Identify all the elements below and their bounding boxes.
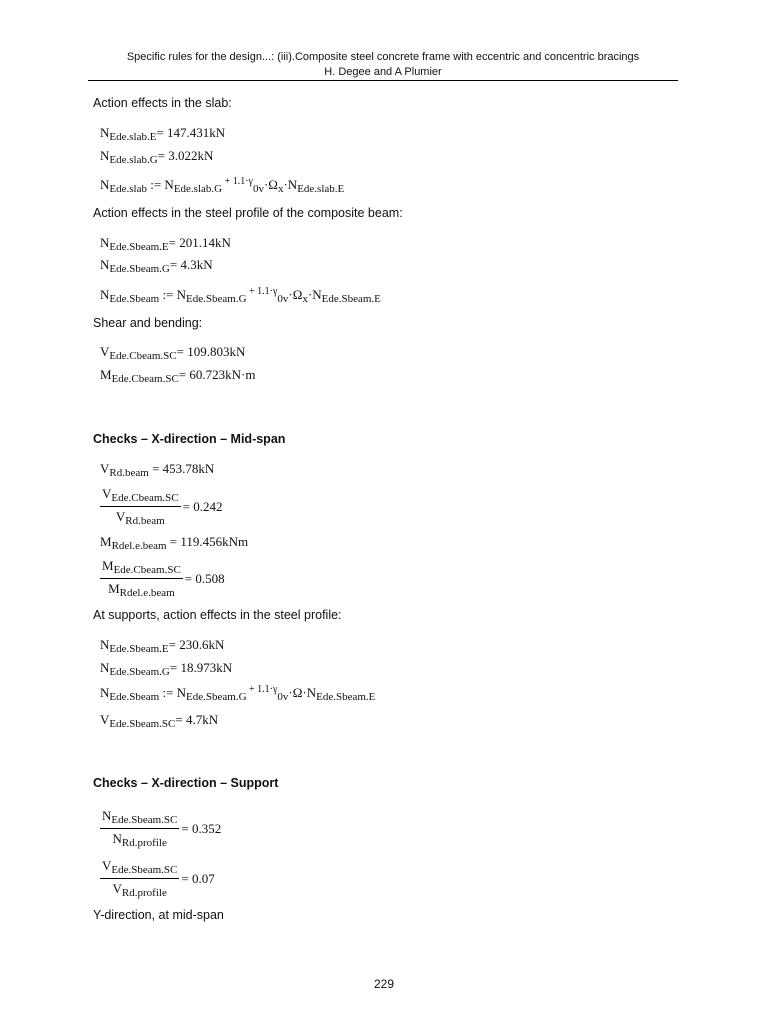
ratio-bending-midspan: $\frac{M_{Ede.Cbeam.SC}}{M_{Rdel.e.beam}}$ = 0.508 bbox=[102, 558, 225, 599]
page-header bbox=[88, 50, 678, 80]
eq-v-ede-cbeam-sc: $V_{Ede.Cbeam.SC}= 109.803kN$ bbox=[100, 344, 246, 362]
ratio-shear-midspan: $\frac{V_{Ede.Cbeam.SC}}{V_{Rd.beam}}$ = 0.242 bbox=[102, 486, 223, 527]
ratio-axial-support: $\frac{N_{Ede.Sbeam.SC}}{N_{Rd.profile}}$ = 0.352 bbox=[102, 808, 222, 849]
eq-n-ede-slab: $N_{Ede.slab}$ := $N_{Ede.slab.G}$ $^{+ 1.1\cdot\gamma}_{0v}\cdot\Omega_x\cdot N_{Ede.slab.E}$ bbox=[100, 176, 345, 195]
eq-n-ede-sbeam-e-support: $N_{Ede.Sbeam.E}= 230.6kN$ bbox=[100, 637, 225, 655]
eq-v-rd-beam: $V_{Rd.beam} = 453.78kN$ bbox=[100, 461, 215, 479]
slab-heading: Action effects in the slab: bbox=[93, 96, 232, 110]
supports-heading: At supports, action effects in the steel profile: bbox=[93, 608, 342, 622]
y-direction-heading: Y-direction, at mid-span bbox=[93, 908, 224, 922]
eq-n-ede-sbeam-support: $N_{Ede.Sbeam}$ := $N_{Ede.Sbeam.G}$ $^{+ 1.1\cdot\gamma}_{0v}\cdot\Omega\cdot N_{Ede.Sbeam.E}$ bbox=[100, 684, 376, 703]
steel-profile-heading: Action effects in the steel profile of the composite beam: bbox=[93, 206, 403, 220]
checks-midspan-heading: Checks – X-direction – Mid-span bbox=[93, 432, 286, 446]
eq-m-rdel-e-beam: $M_{Rdel.e.beam} = 119.456kNm$ bbox=[100, 534, 249, 552]
header-rule bbox=[88, 80, 678, 81]
eq-v-ede-sbeam-sc: $V_{Ede.Sbeam.SC}= 4.7kN$ bbox=[100, 712, 219, 730]
checks-support-heading: Checks – X-direction – Support bbox=[93, 776, 279, 790]
header-title: Specific rules for the design...: (iii).Composite steel concrete frame with eccentric and concentric bracings bbox=[126, 51, 640, 63]
eq-n-ede-slab-e: $N_{Ede.slab.E}= 147.431kN$ bbox=[100, 125, 226, 143]
eq-n-ede-sbeam-e: $N_{Ede.Sbeam.E}= 201.14kN$ bbox=[100, 235, 231, 253]
eq-n-ede-slab-g: $N_{Ede.slab.G}= 3.022kN$ bbox=[100, 148, 214, 166]
eq-n-ede-sbeam-g: $N_{Ede.Sbeam.G}= 4.3kN$ bbox=[100, 257, 213, 275]
page-number: 229 bbox=[373, 977, 395, 991]
eq-n-ede-sbeam-g-support: $N_{Ede.Sbeam.G}= 18.973kN$ bbox=[100, 660, 233, 678]
eq-m-ede-cbeam-sc: $M_{Ede.Cbeam.SC}= 60.723kN\cdot m$ bbox=[100, 367, 256, 385]
shear-bending-heading: Shear and bending: bbox=[93, 316, 203, 330]
ratio-shear-support: $\frac{V_{Ede.Sbeam.SC}}{V_{Rd.profile}}$ = 0.07 bbox=[102, 858, 215, 899]
header-authors: H. Degee and A Plumier bbox=[324, 66, 442, 78]
eq-n-ede-sbeam: $N_{Ede.Sbeam}$ := $N_{Ede.Sbeam.G}$ $^{+ 1.1\cdot\gamma}_{0v}\cdot\Omega_x\cdot N_{Ede.Sbeam.E}$ bbox=[100, 286, 381, 305]
